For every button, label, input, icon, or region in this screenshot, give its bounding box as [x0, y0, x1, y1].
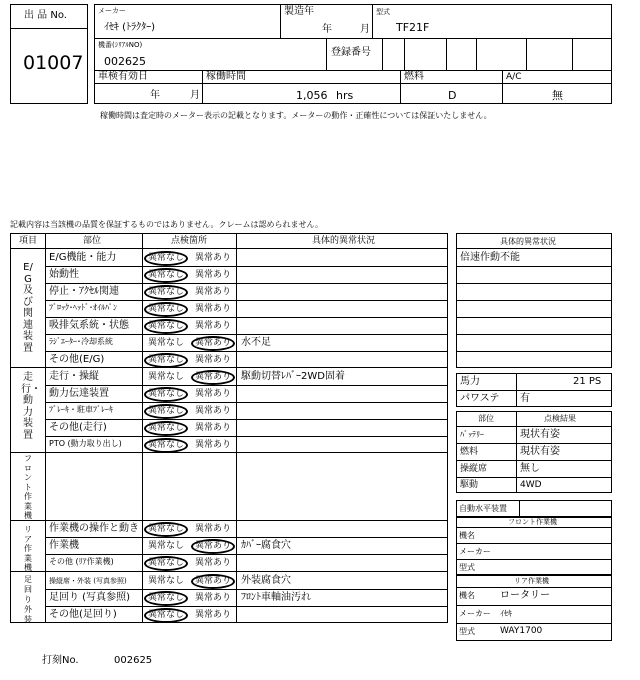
- month-unit: 月: [360, 24, 370, 35]
- row-line: [45, 606, 448, 607]
- row-line: [45, 317, 448, 318]
- fuel-value: D: [448, 89, 457, 102]
- group-label-engine: E/G及び関連装置: [23, 262, 33, 354]
- option-ok-label: 異常なし: [148, 576, 185, 586]
- result-panel-line-1: [456, 426, 612, 427]
- table-col-detail: [236, 233, 237, 623]
- option-ok-label: 異常なし: [148, 253, 185, 263]
- circled-ng-mark: [191, 574, 235, 589]
- inspection-year: 年: [150, 90, 160, 101]
- header-sep-reg-d: [526, 38, 527, 70]
- header-sep-fuel: [400, 70, 401, 104]
- rear-implement-header: リア作業機: [514, 577, 549, 585]
- option-ng-label: 異常あり: [195, 423, 232, 433]
- row-line: [45, 351, 448, 352]
- circled-ng-mark: [191, 370, 235, 385]
- stamp-label: 打刻No.: [42, 655, 79, 666]
- hours-unit: hrs: [336, 89, 354, 102]
- option-ok-label: 異常なし: [148, 355, 185, 365]
- option-ng-label: 異常あり: [195, 576, 232, 586]
- year-unit: 年: [322, 24, 332, 35]
- ac-label: A/C: [506, 72, 522, 82]
- row-line: [45, 334, 448, 335]
- drive-label: 駆動: [460, 480, 479, 490]
- option-ng-label: 異常あり: [195, 558, 232, 568]
- row-part-label: 作業機: [49, 540, 79, 551]
- header-sep-reg-e: [572, 38, 573, 70]
- header-sep-reg-b: [446, 38, 447, 70]
- front-panel-line-1: [456, 527, 612, 528]
- power-panel-sep: [516, 373, 517, 407]
- year-label: 製造年: [284, 6, 314, 17]
- option-ok-label: 異常なし: [148, 524, 185, 534]
- header-line-2: [94, 70, 612, 71]
- row-part-label: ﾌﾞﾚｰｷ・駐車ﾌﾞﾚｰｷ: [49, 405, 113, 414]
- header-sep-regno: [382, 38, 383, 70]
- option-ng-label: 異常あり: [195, 321, 232, 331]
- option-ng-label: 異常あり: [195, 593, 232, 603]
- circled-ok-mark: [144, 353, 188, 368]
- group-label-drive: 走行・動力装置: [21, 372, 41, 441]
- circled-ok-mark: [144, 608, 188, 623]
- circled-ok-mark: [144, 302, 188, 317]
- row-line: [45, 300, 448, 301]
- rear-name-label: 機名: [459, 591, 475, 600]
- group-label-front: フロント作業機: [24, 454, 32, 520]
- model-label: 型式: [376, 8, 390, 16]
- result-panel-sep: [516, 411, 517, 493]
- option-ng-label: 異常あり: [195, 270, 232, 280]
- circled-ng-mark: [191, 539, 235, 554]
- col-detail-header: 具体的異常状況: [312, 236, 376, 246]
- result-panel-line-2: [456, 443, 612, 444]
- option-ng-label: 異常あり: [195, 287, 232, 297]
- model-value: TF21F: [396, 21, 430, 34]
- rear-model-label: 型式: [459, 627, 475, 636]
- circled-ok-mark: [144, 421, 188, 436]
- steer-value: 無し: [520, 463, 540, 474]
- maker-value: ｲｾｷ (ﾄﾗｸﾀｰ): [104, 22, 155, 33]
- detail-panel-header-line: [456, 248, 612, 249]
- steer-label: 操縦席: [460, 464, 488, 474]
- row-part-label: E/G機能・能力: [49, 252, 117, 263]
- detail-panel-line-3: [456, 300, 612, 301]
- result-part-header: 部位: [478, 414, 494, 423]
- option-ok-label: 異常なし: [148, 593, 185, 603]
- battery-label: ﾊﾞｯﾃﾘｰ: [460, 430, 484, 439]
- header-line-1: [94, 38, 612, 39]
- option-ng-label: 異常あり: [195, 440, 232, 450]
- row-part-label: 始動性: [49, 269, 79, 280]
- lot-label: 出 品 No.: [24, 10, 67, 21]
- detail-panel-line-1: [456, 266, 612, 267]
- table-header-line: [10, 248, 448, 249]
- row-detail-text: 水不足: [241, 337, 271, 348]
- front-model-label: 型式: [459, 563, 475, 572]
- option-ng-label: 異常あり: [195, 338, 232, 348]
- serial-label: 機番(ｼﾘｱﾙNO): [98, 41, 143, 49]
- row-detail-text: ｶﾊﾞｰ腐食穴: [241, 540, 291, 551]
- maker-label: メーカー: [98, 7, 126, 15]
- option-ok-label: 異常なし: [148, 610, 185, 620]
- option-ok-label: 異常なし: [148, 406, 185, 416]
- row-line: [45, 554, 448, 555]
- col-check-header: 点検箇所: [171, 236, 208, 246]
- detail-panel-line-4: [456, 317, 612, 318]
- table-col-check: [142, 233, 143, 623]
- option-ng-label: 異常あり: [195, 389, 232, 399]
- option-ok-label: 異常なし: [148, 423, 185, 433]
- rear-maker-value: ｲｾｷ: [500, 609, 512, 618]
- circled-ok-mark: [144, 319, 188, 334]
- option-ok-label: 異常なし: [148, 372, 185, 382]
- header-sep-year: [280, 4, 281, 38]
- group-line-4: [10, 571, 448, 572]
- lot-number: 01007: [23, 52, 84, 74]
- option-ng-label: 異常あり: [195, 355, 232, 365]
- fuel-check-value: 現状有姿: [520, 446, 560, 457]
- header-sep-ac: [502, 70, 503, 104]
- circled-ok-mark: [144, 591, 188, 606]
- ac-value: 無: [552, 89, 563, 102]
- option-ok-label: 異常なし: [148, 270, 185, 280]
- fuel-label: 燃料: [404, 71, 424, 82]
- group-label-body: 足回り外装: [24, 575, 32, 624]
- row-part-label: その他(走行): [49, 422, 107, 433]
- header-sep-reg: [326, 38, 327, 70]
- hours-value: 1,056: [296, 89, 328, 102]
- rear-panel-line-1: [456, 587, 612, 588]
- header-sep-hours: [202, 70, 203, 104]
- row-detail-text: ﾌﾛﾝﾄ車軸油汚れ: [241, 592, 311, 603]
- power-steering-label: パワステ: [460, 393, 500, 404]
- row-detail-text: 駆動切替ﾚﾊﾞｰ2WD固着: [241, 371, 345, 382]
- row-part-label: 動力伝達装置: [49, 388, 109, 399]
- rear-maker-label: メーカー: [459, 609, 491, 618]
- row-part-label: 停止・ｱｸｾﾙ関連: [49, 286, 119, 297]
- col-part-header: 部位: [83, 236, 102, 246]
- option-ok-label: 異常なし: [148, 440, 185, 450]
- stamp-value: 002625: [114, 655, 153, 666]
- registration-label: 登録番号: [331, 47, 371, 58]
- group-line-3: [10, 520, 448, 521]
- row-part-label: 操縦席・外装 (写真参照): [49, 577, 127, 585]
- lot-divider: [10, 28, 88, 29]
- front-implement-header: フロント作業機: [508, 518, 557, 526]
- detail-panel-line-2: [456, 283, 612, 284]
- result-header: 点検結果: [544, 414, 576, 423]
- hours-note: 稼働時間は査定時のメーター表示の記載となります。メーターの動作・正確性については保証いたしません。: [100, 111, 492, 120]
- row-line: [45, 589, 448, 590]
- front-panel-line-3: [456, 559, 612, 560]
- row-part-label: 足回り (写真参照): [49, 592, 130, 603]
- circled-ok-mark: [144, 438, 188, 453]
- result-panel-line-3: [456, 460, 612, 461]
- serial-value: 002625: [104, 55, 146, 68]
- auto-level-sep: [519, 500, 520, 517]
- row-line: [45, 436, 448, 437]
- circled-ok-mark: [144, 387, 188, 402]
- result-panel-line-4: [456, 477, 612, 478]
- row-part-label: その他 (ﾘｱ作業機): [49, 557, 114, 566]
- group-line-2: [10, 452, 448, 453]
- detail-panel-text: 倍速作動不能: [460, 252, 520, 263]
- option-ng-label: 異常あり: [195, 610, 232, 620]
- front-name-label: 機名: [459, 531, 475, 540]
- row-part-label: その他(E/G): [49, 354, 105, 365]
- circled-ok-mark: [144, 268, 188, 283]
- option-ng-label: 異常あり: [195, 372, 232, 382]
- option-ng-label: 異常あり: [195, 524, 232, 534]
- circled-ok-mark: [144, 522, 188, 537]
- option-ok-label: 異常なし: [148, 338, 185, 348]
- fuel-check-label: 燃料: [460, 447, 479, 457]
- front-panel-line-2: [456, 543, 612, 544]
- front-maker-label: メーカー: [459, 547, 491, 556]
- circled-ok-mark: [144, 285, 188, 300]
- row-detail-text: 外装腐食穴: [241, 575, 291, 586]
- disclaimer: 記載内容は当該機の品質を保証するものではありません。クレームは認められません。: [10, 220, 323, 229]
- row-part-label: 作業機の操作と動き: [49, 523, 139, 534]
- option-ng-label: 異常あり: [195, 406, 232, 416]
- circled-ok-mark: [144, 251, 188, 266]
- rear-name-value: ロータリー: [500, 590, 550, 601]
- rear-panel-line-2: [456, 605, 612, 606]
- circled-ng-mark: [191, 336, 235, 351]
- group-label-rear: リア作業機: [24, 525, 32, 572]
- drive-value: 4WD: [520, 480, 542, 490]
- detail-panel-line-5: [456, 334, 612, 335]
- header-sep-reg-a: [404, 38, 405, 70]
- row-line: [45, 537, 448, 538]
- hours-label: 稼働時間: [206, 71, 246, 82]
- row-part-label: ﾌﾞﾛｯｸ･ﾍｯﾄﾞ･ｵｲﾙﾊﾟﾝ: [49, 303, 117, 312]
- option-ng-label: 異常あり: [195, 304, 232, 314]
- option-ok-label: 異常なし: [148, 321, 185, 331]
- detail-panel-line-6: [456, 351, 612, 352]
- row-line: [45, 385, 448, 386]
- inspection-month: 月: [190, 90, 200, 101]
- header-sep-reg-c: [476, 38, 477, 70]
- battery-value: 現状有姿: [520, 429, 560, 440]
- option-ng-label: 異常あり: [195, 541, 232, 551]
- power-steering-value: 有: [520, 393, 530, 404]
- header-line-3: [94, 83, 612, 84]
- option-ok-label: 異常なし: [148, 304, 185, 314]
- option-ok-label: 異常なし: [148, 541, 185, 551]
- row-line: [45, 402, 448, 403]
- row-line: [45, 266, 448, 267]
- circled-ok-mark: [144, 556, 188, 571]
- row-part-label: その他(足回り): [49, 609, 117, 620]
- row-line: [45, 283, 448, 284]
- row-part-label: ﾗｼﾞｴｰﾀｰ･冷却系統: [49, 337, 113, 346]
- power-panel-line: [456, 390, 612, 391]
- option-ok-label: 異常なし: [148, 389, 185, 399]
- row-line: [45, 419, 448, 420]
- row-part-label: PTO (動力取り出し): [49, 439, 122, 448]
- option-ok-label: 異常なし: [148, 287, 185, 297]
- rear-panel-line-3: [456, 623, 612, 624]
- inspection-label: 車検有効日: [98, 71, 148, 82]
- power-value: 21 PS: [573, 376, 602, 387]
- header-sep-model: [372, 4, 373, 38]
- rear-model-value: WAY1700: [500, 626, 543, 636]
- row-part-label: 走行・操縦: [49, 371, 99, 382]
- detail-panel-header: 具体的異常状況: [500, 237, 556, 246]
- option-ng-label: 異常あり: [195, 253, 232, 263]
- circled-ok-mark: [144, 404, 188, 419]
- option-ok-label: 異常なし: [148, 558, 185, 568]
- row-part-label: 吸排気系統・状態: [49, 320, 129, 331]
- group-line-1: [10, 367, 448, 368]
- power-label: 馬力: [460, 376, 480, 387]
- col-item-header: 項目: [19, 236, 38, 246]
- table-col-item: [45, 233, 46, 623]
- auto-level-label: 自動水平装置: [459, 504, 507, 513]
